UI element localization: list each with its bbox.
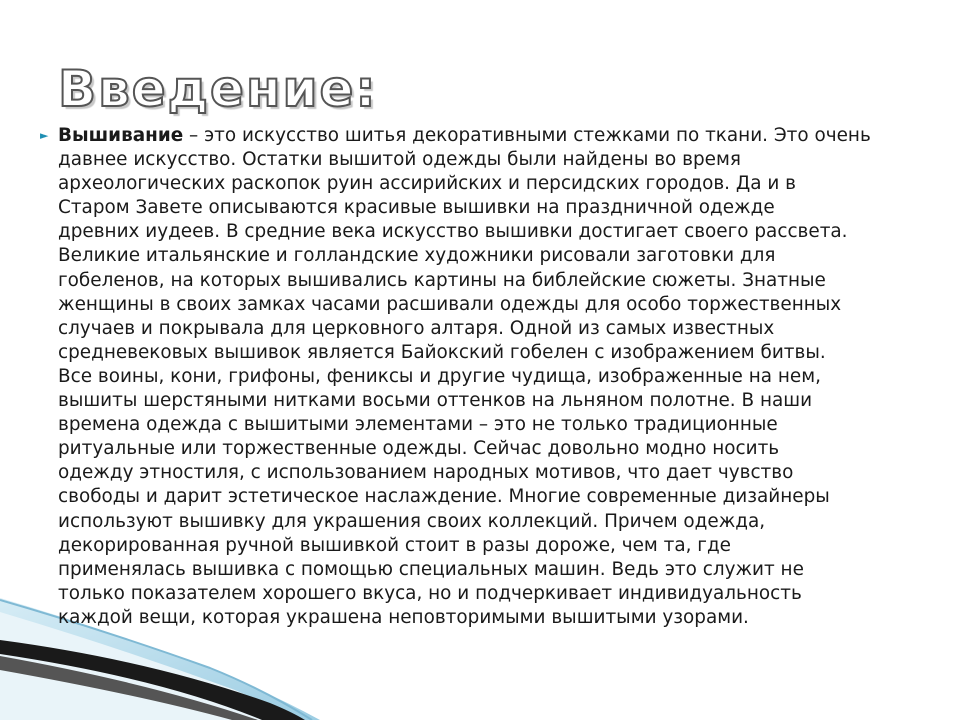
text-line: Вышивание – это искусство шитья декоративными стежками по ткани. Это очень — [58, 125, 871, 146]
text-line: давнее искусство. Остатки вышитой одежды были найдены во время — [58, 149, 741, 171]
text-line: женщины в своих замках часами расшивали одежды для особо торжественных — [58, 293, 842, 315]
text-line: используют вышивку для украшения своих коллекций. Причем одежда, — [58, 510, 766, 532]
slide-body — [40, 124, 890, 630]
text-line: только показателем хорошего вкуса, но и подчеркивает индивидуальность — [58, 582, 802, 604]
text-line: одежду этностиля, с использованием народных мотивов, что дает чувство — [58, 462, 794, 484]
chevron-right-icon: ► — [40, 129, 49, 142]
text-line: декорированная ручной вышивкой стоит в разы дороже, чем та, где — [58, 534, 732, 556]
text-line: Великие итальянские и голландские художники рисовали заготовки для — [58, 245, 776, 267]
term-highlight: Вышивание — [58, 125, 184, 146]
slide-title: Введение: — [58, 60, 378, 118]
text-line: древних иудеев. В средние века искусство вышивки достигает своего рассвета. — [58, 221, 848, 243]
text-line: гобеленов, на которых вышивались картины на библейские сюжеты. Знатные — [58, 269, 826, 291]
text-line: ритуальные или торжественные одежды. Сейчас довольно модно носить — [58, 438, 780, 460]
text-line: каждой вещи, которая украшена неповторимыми вышитыми узорами. — [58, 606, 749, 628]
text-line: применялась вышивка с помощью специальных машин. Ведь это служит не — [58, 558, 804, 580]
text-line: случаев и покрывала для церковного алтаря. Одной из самых известных — [58, 317, 775, 339]
body-paragraph — [40, 124, 890, 630]
text-line: Все воины, кони, грифоны, фениксы и другие чудища, изображенные на нем, — [58, 365, 821, 387]
text-line: свободы и дарит эстетическое наслаждение. Многие современные дизайнеры — [58, 486, 830, 508]
text-line: вышиты шерстяными нитками восьми оттенков на льняном полотне. В наши — [58, 390, 813, 412]
text-line: археологических раскопок руин ассирийских и персидских городов. Да и в — [58, 173, 796, 195]
text-line: Старом Завете описываются красивые вышивки на праздничной одежде — [58, 197, 775, 219]
text-line: времена одежда с вышитыми элементами – это не только традиционные — [58, 414, 778, 436]
text-line: средневековых вышивок является Байокский гобелен с изображением битвы. — [58, 341, 826, 363]
